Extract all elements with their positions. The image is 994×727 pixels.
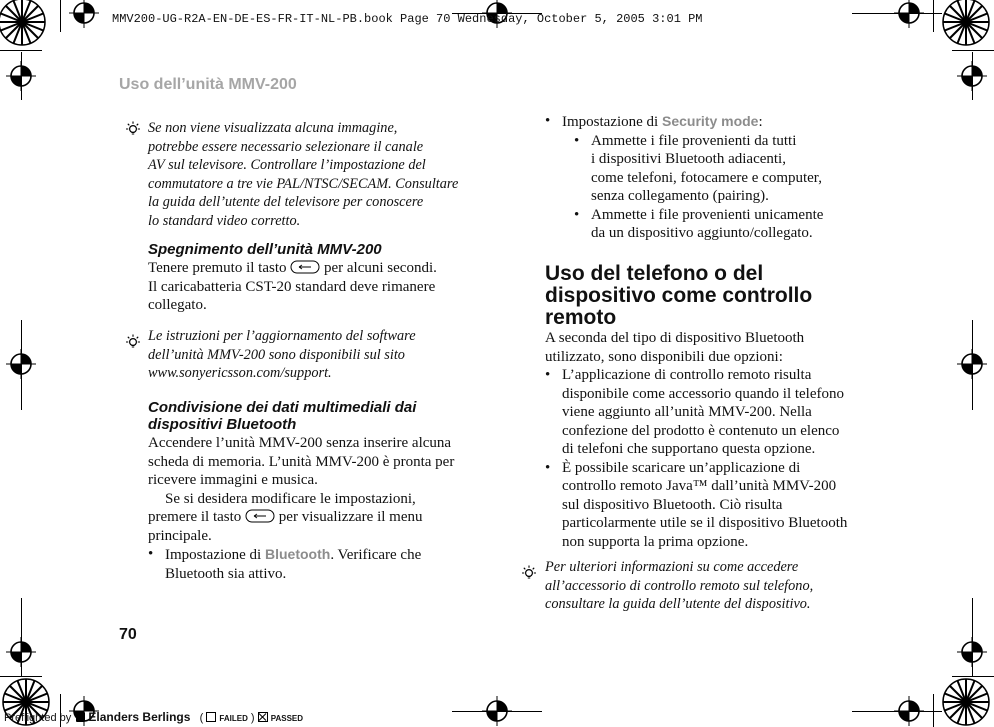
elanders-logo-icon [76,712,85,722]
share-press-a: premere il tasto [148,509,242,525]
shutdown-line: Il caricabatteria CST-20 standard deve rimanere [148,278,436,295]
bullet-line: controllo remoto Java™ dall’unità MMV-200 [562,478,837,494]
sub-bullet-line: senza collegamento (pairing). [591,188,769,204]
bullet-line: L’applicazione di controllo remoto risulta [562,367,812,383]
heading-share-line: dispositivi Bluetooth [148,416,297,433]
registration-target-icon [894,0,924,28]
preflighted-label: Preflighted by [4,712,72,724]
sub-bullet-all-devices [545,132,905,206]
lightbulb-icon [124,333,142,351]
heading-share [148,399,498,433]
share-line-indent: Se si desidera modificare le impostazioni, [165,490,416,507]
bullet-line [562,112,905,132]
share-line-press [148,508,498,527]
tip-line: dell’unità MMV-200 sono disponibili sul sito [148,346,405,363]
registration-target-icon [957,637,987,667]
bullet-bt-b: . Verificare che [330,547,422,563]
bullet-dot: • [148,546,154,562]
bullet-line: viene aggiunto all’unità MMV-200. Nella [562,404,812,420]
heading-remote-line: Uso del telefono o del [545,262,764,285]
tip-remote-info [545,558,905,614]
print-slug: MMV200-UG-R2A-EN-DE-ES-FR-IT-NL-PB.book Page 70 Wednesday, October 5, 2005 3:01 PM [112,12,703,26]
menu-term-bluetooth: Bluetooth [264,546,331,562]
sec-a: Impostazione di [562,114,659,130]
passed-label: PASSED [270,714,304,723]
registration-target-icon [6,61,36,91]
remote-control-body [545,329,905,551]
tip-line: commutatore a tre vie PAL/NTSC/SECAM. Consultare [148,175,459,192]
bullet-java-app [545,459,905,552]
heading-remote-line: remoto [545,306,617,329]
registration-target-icon [894,696,924,726]
failed-label: FAILED [219,714,248,723]
sub-bullet-line: da un dispositivo aggiunto/collegato. [591,225,813,241]
crop-line [0,50,42,51]
bullet-line: È possibile scaricare un’applicazione di [562,459,801,476]
sec-b: : [758,114,763,130]
bullet-dot: • [574,132,580,149]
key-button-icon [245,509,275,523]
shutdown-line: collegato. [148,297,207,313]
share-line: scheda di memoria. L’unità MMV-200 è pronta per [148,453,455,470]
bullet-dot: • [574,206,580,223]
tip-line: potrebbe essere necessario selezionare il canale [148,138,424,155]
lightbulb-icon [520,564,538,582]
crop-line [60,0,61,32]
registration-target-icon [6,637,36,667]
crop-line [952,50,994,51]
lightbulb-icon [124,120,142,138]
tip-software-update [148,327,498,383]
calibration-disc-icon [941,677,991,727]
remote-intro-line: A seconda del tipo di dispositivo Bluetooth [545,330,805,346]
bullet-bt-a: Impostazione di [165,547,262,563]
share-line: ricevere immagini e musica. [148,472,318,488]
tip-line: la guida dell’utente del televisore per conoscere [148,194,424,210]
tip-line: Se non viene visualizzata alcuna immagine, [148,120,398,136]
failed-checkbox [206,712,216,722]
heading-remote-control [545,263,905,329]
key-button-icon [290,260,320,274]
share-line: Accendere l’unità MMV-200 senza inserire alcuna [148,435,452,451]
share-press-b: per visualizzare il menu [278,509,423,525]
registration-target-icon [6,349,36,379]
bullet-dot: • [545,367,551,383]
sub-bullet-line: i dispositivi Bluetooth adiacenti, [591,151,786,167]
crop-line [933,0,934,32]
sub-bullet-line: come telefoni, fotocamere e computer, [591,169,822,186]
tip-line: lo standard video corretto. [148,212,301,229]
bullet-dot: • [545,113,551,129]
menu-term-security-mode: Security mode [661,113,759,129]
security-mode-list [545,112,905,243]
preflight-footer [4,710,303,724]
heading-shutdown: Spegnimento dell’unità MMV-200 [148,241,382,258]
shutdown-text-b: per alcuni secondi. [324,260,437,276]
page-number: 70 [119,626,137,643]
bullet-line: confezione del prodotto è contenuto un elenco [562,422,840,439]
tip-line: www.sonyericsson.com/support. [148,365,332,381]
registration-target-icon [69,0,99,28]
bullet-line: particolarmente utile se il dispositivo Bluetooth [562,515,848,531]
bullet-line: non supporta la prima opzione. [562,533,749,550]
registration-target-icon [957,61,987,91]
heading-remote-line: dispositivo come controllo [545,284,813,307]
share-paragraph [148,434,498,583]
bullet-line: sul dispositivo Bluetooth. Ciò risulta [562,496,783,513]
bullet-line [165,545,498,565]
remote-intro-line: utilizzato, sono disponibili due opzioni: [545,348,783,365]
brand-name: Elanders Berlings [88,710,191,724]
status-close-paren: ) [250,712,255,724]
bullet-bluetooth [148,545,498,583]
passed-checkbox [258,712,268,722]
tip-line: consultare la guida dell’utente del dispositivo. [545,596,811,612]
heading-share-line: Condivisione dei dati multimediali dai [148,399,417,416]
share-line: principale. [148,527,212,544]
bullet-line: Bluetooth sia attivo. [165,565,287,582]
registration-target-icon [482,696,512,726]
shutdown-text-a: Tenere premuto il tasto [148,260,287,276]
calibration-disc-icon [0,0,47,47]
bullet-accessory-app [545,366,905,459]
tip-line: all’accessorio di controllo remoto sul telefono, [545,577,814,594]
sub-bullet-line: Ammette i file provenienti da tutti [591,132,797,149]
running-head: Uso dell’unità MMV-200 [119,76,297,93]
bullet-dot: • [545,459,551,476]
tip-line: AV sul televisore. Controllare l’impostazione del [148,157,426,173]
sub-bullet-paired-device [545,206,905,243]
tip-line: Per ulteriori informazioni su come accedere [545,559,799,575]
bullet-security-mode [545,112,905,132]
bullet-line: di telefoni che supportano questa opzione. [562,441,816,457]
sub-bullet-line: Ammette i file provenienti unicamente [591,206,824,223]
shutdown-paragraph [148,259,498,315]
calibration-disc-icon [941,0,991,47]
shutdown-line-press [148,259,498,278]
tip-line: Le istruzioni per l’aggiornamento del software [148,328,416,344]
status-open-paren: ( [199,712,204,724]
bullet-line: disponibile come accessorio quando il telefono [562,385,845,402]
registration-target-icon [957,349,987,379]
tip-no-image [148,119,498,230]
